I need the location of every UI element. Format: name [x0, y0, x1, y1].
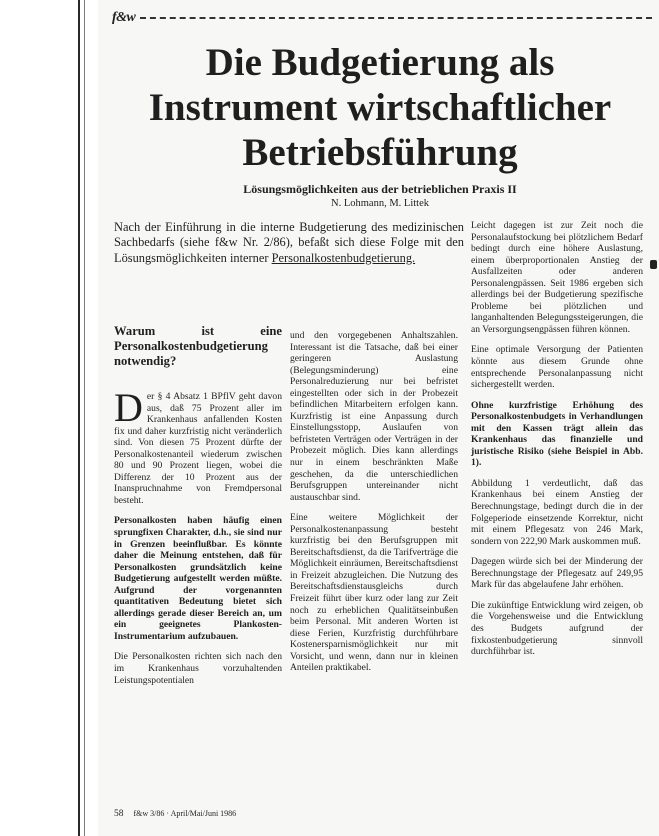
article-title: Die Budgetierung als Instrument wirtschaftlicher Betriebsführung	[148, 41, 612, 174]
section-heading: Warum ist eine Personalkostenbudgetierung notwendig?	[114, 324, 282, 368]
page-number: 58	[114, 809, 124, 819]
paragraph	[114, 385, 282, 506]
paragraph: Dagegen würde sich bei der Minderung der Berechnungstage der Pflegesatz auf 249,95 Mark für das abgelaufene Jahr erhöhen.	[471, 556, 643, 591]
paragraph: und den vorgegebenen Anhaltszahlen. Interessant ist die Tatsache, daß bei einer geringeren Auslastung (Belegungsminderung) eine Personalreduzierung nur bei befristet eingestellten oder sich in der Probezeit befindlichen Mitarbeitern erfolgen kann. Kurzfristig ist eine Anpassung durch Einstellungsstopp, Auslaufen von befristeten Verträgen oder Verträgen in der Probezeit möglich. Dies kann allerdings nur in einem beschränkten Maße geschehen, da die unterschiedlichen Berufsgruppen untereinander nicht austauschbar sind.	[290, 330, 458, 503]
paragraph: Die Personalkosten richten sich nach den im Krankenhaus vorzuhaltenden Leistungspotentialen	[114, 651, 282, 686]
paragraph: Abbildung 1 verdeutlicht, daß das Krankenhaus bei einem Anstieg der Berechnungstage, bedingt durch die in der Folgeperiode einsetzende Korrektur, nicht mit einem Pflegesatz von 246 Mark, sondern von 222,90 Mark auskommen muß.	[471, 477, 643, 547]
header-dashed-rule	[140, 17, 652, 19]
binding-rule-thin	[84, 0, 85, 836]
paragraph-text: er § 4 Absatz 1 BPflV geht davon aus, daß 75 Prozent aller im Krankenhaus anfallenden Kosten fix und daher kurzfristig nicht veränderlich sind. Von diesen 75 Prozent dürfte der Personalkostenanteil wiederum zwischen 80 und 90 Prozent liegen, wobei die Differenz der 10 Prozent aus der Inanspruchnahme von Fremdpersonal besteht.	[114, 391, 282, 506]
journal-logo: f&w	[112, 10, 136, 25]
drop-cap: D	[114, 385, 143, 430]
article-subtitle: Lösungsmöglichkeiten aus der betrieblichen Praxis II	[243, 182, 517, 196]
bold-paragraph: Personalkosten haben häufig einen sprungfixen Charakter, d.h., sie sind nur in Grenzen beeinflußbar. Es könnte daher die Meinung entstehen, daß für Personalkosten grundsätzlich keine Budgetierung aufgestellt werden müßte. Aufgrund der vorgenannten quantitativen Bedeutung bietet sich allerdings gerade dieser Bereich an, um ein geeignetes Plankosten-Instrumentarium aufzubauen.	[114, 515, 282, 642]
binding-margin	[0, 0, 98, 836]
page-footer	[114, 809, 236, 819]
paragraph: Die zukünftige Entwicklung wird zeigen, ob die Vorgehensweise und die Entwicklung des Budgets aufgrund der fixkostenbudgetierung sinnvoll durchführbar ist.	[471, 599, 643, 658]
paragraph: Eine weitere Möglichkeit der Personalkostenanpassung besteht kurzfristig bei den Berufsgruppen mit Bereitschaftsdienst, da die Tarifverträge die Möglichkeit einräumen, Bereitschaftsdienst in Freizeit abzugleichen. Die Nutzung des Bereitschaftsdienstausgleichs durch Freizeit führt über kurz oder lang zur Zeit noch zu erheblichen Qualitätseinbußen beim Personal. Mit anderen Worten ist diese Ferien, Kurzfristig durchführbare Kostenersparnismöglichkeit nur mit Vorsicht, und wenn, dann nur in kleinen Anteilen praktikabel.	[290, 512, 458, 674]
text-column-3	[471, 220, 643, 667]
text-column-2	[290, 330, 458, 683]
article-authors: N. Lohmann, M. Littek	[331, 198, 429, 209]
paragraph: Eine optimale Versorgung der Patienten könnte aus diesem Grunde ohne entsprechende Personalanpassung nicht sichergestellt werden.	[471, 344, 643, 391]
issue-label: f&w 3/86 · April/Mai/Juni 1986	[133, 809, 237, 818]
paragraph: Leicht dagegen ist zur Zeit noch die Personalaufstockung bei plötzlichem Bedarf bedingt durch eine höhere Auslastung, einem überproportionalen Anstieg der Ausfallzeiten oder anderen Personalengpässen. Seit 1986 ergeben sich allerdings bei der Budgetierung spezifische Probleme bei plötzlichen und langanhaltenden Belegungssteigerungen, die an Versorgungsengpässen führen können.	[471, 220, 643, 335]
intro-text: Nach der Einführung in die interne Budgetierung des medizinischen Sachbedarfs (siehe f&w Nr. 2/86), befaßt sich diese Folge mit den Lösungsmöglichkeiten interner	[114, 220, 464, 265]
bold-paragraph: Ohne kurzfristige Erhöhung des Personalkostenbudgets in Verhandlungen mit den Kassen trägt allein das Krankenhaus das finanzielle und juristische Risiko (siehe Beispiel in Abb. 1).	[471, 399, 643, 469]
binding-rule	[78, 0, 80, 836]
scan-artifact-mark	[650, 260, 657, 269]
article-intro	[114, 220, 464, 266]
text-column-1	[114, 324, 282, 695]
intro-underlined-text: Personalkostenbudgetierung.	[271, 250, 416, 265]
